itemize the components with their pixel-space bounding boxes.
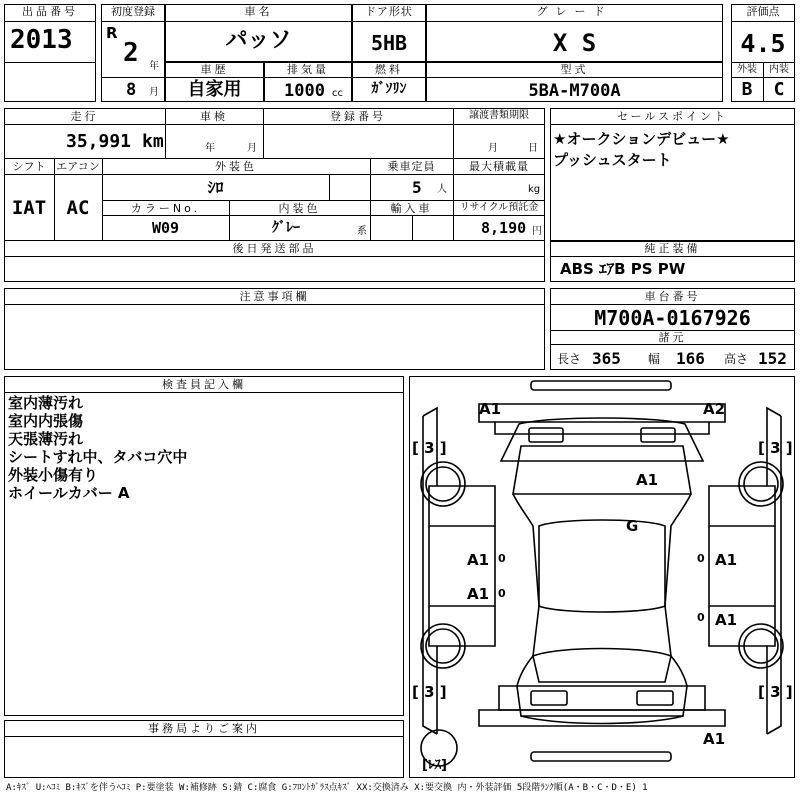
inspector-line-2: 室内内張傷	[8, 412, 84, 430]
mark-right-rear-door: A1	[715, 611, 738, 629]
displacement-label: 排気量	[287, 63, 329, 76]
month-unit: 月	[149, 87, 159, 98]
length-label: 長さ	[557, 352, 582, 366]
fuel-label: 燃料	[375, 63, 403, 76]
spare-tire: [ﾚｽ]	[422, 758, 447, 773]
inspector-line-6: ホイールカバー A	[8, 484, 130, 502]
door-value: 5HB	[370, 31, 408, 55]
interior-score: C	[773, 79, 785, 100]
notes-label: 注意事項欄	[239, 290, 310, 303]
first-reg-label: 初度登録	[111, 5, 155, 18]
sales-points-label: セールスポイント	[616, 110, 728, 123]
ac-value: AC	[66, 197, 90, 219]
chassis-label: 車台番号	[644, 290, 701, 303]
shift-value: IAT	[11, 197, 47, 219]
height-value: 152	[758, 349, 787, 368]
mark-left-rear-door: A1	[467, 585, 490, 603]
mileage-label: 走行	[70, 110, 99, 123]
capacity-value: 5	[412, 178, 422, 197]
car-name-label: 車名	[244, 5, 273, 18]
office-label: 事務局よりご案内	[148, 722, 260, 735]
score-label: 評価点	[746, 5, 780, 18]
mark-front-left: A1	[479, 400, 502, 418]
width-value: 166	[676, 349, 705, 368]
shift-label: シフト	[12, 160, 46, 173]
inspection-month: 月	[247, 143, 257, 154]
sales-point-2: プッシュスタート	[553, 151, 672, 169]
dims-label: 諸元	[658, 331, 687, 344]
import-label: 輸入車	[390, 202, 433, 215]
transfer-day: 日	[528, 143, 538, 154]
door-handle-zero-4: 0	[697, 611, 705, 624]
recycle-unit: 円	[532, 226, 542, 237]
mark-left-front-door: A1	[467, 551, 490, 569]
grade-label: グレード	[536, 5, 613, 18]
mark-rear-bumper: A1	[703, 730, 726, 748]
color-no-label: カラーNo.	[130, 202, 201, 215]
displacement-unit: cc	[332, 88, 343, 99]
inspector-line-1: 室内薄汚れ	[8, 394, 84, 412]
color-no-value: W09	[151, 219, 180, 237]
displacement-value: 1000	[284, 81, 325, 101]
inspector-line-4: シートすれ中、タバコ穴中	[8, 448, 188, 466]
sales-point-1: ★オークションデビュー★	[553, 130, 730, 148]
chassis-value: M700A-0167926	[594, 306, 751, 330]
tire-front-left: [ 3 ]	[412, 439, 447, 457]
door-handle-zero-1: 0	[498, 552, 506, 565]
car-diagram	[409, 376, 795, 778]
inspector-line-5: 外装小傷有り	[8, 466, 99, 484]
mark-hood: A1	[636, 471, 659, 489]
car-name-value: パッソ	[225, 28, 292, 53]
capacity-unit: 人	[437, 184, 447, 195]
model-label: 型式	[560, 63, 589, 76]
recycle-label: リサイクル預託金	[459, 202, 539, 213]
model-value: 5BA-M700A	[528, 81, 621, 101]
tire-rear-right: [ 3 ]	[758, 683, 793, 701]
inspector-label: 検査員記入欄	[162, 378, 246, 391]
reg-year: 2	[123, 38, 139, 68]
mileage-value: 35,991	[66, 131, 132, 152]
capacity-label: 乗車定員	[387, 160, 436, 173]
int-color-label: 内装色	[278, 202, 321, 215]
fuel-value: ｶﾞｿﾘﾝ	[371, 81, 407, 97]
lot-label: 出品番号	[22, 5, 78, 18]
length-value: 365	[592, 349, 621, 368]
transfer-label: 譲渡書類期限	[469, 110, 529, 121]
mark-right-front-door: A1	[715, 551, 738, 569]
lot-value: 2013	[10, 25, 73, 55]
max-load-unit: kg	[528, 184, 541, 195]
recycle-value: 8,190	[481, 219, 527, 237]
ac-label: エアコン	[56, 160, 100, 173]
year-unit: 年	[149, 61, 159, 72]
inspection-label: 車検	[200, 110, 228, 123]
genuine-label: 純正装備	[644, 242, 701, 255]
mileage-unit: km	[142, 131, 164, 152]
transfer-month: 月	[488, 143, 498, 154]
sales-points-box	[550, 108, 795, 241]
score-value: 4.5	[740, 29, 786, 58]
mark-roof: G	[626, 517, 639, 535]
tire-front-right: [ 3 ]	[758, 439, 793, 457]
int-color-value: ｸﾞﾚｰ	[272, 220, 300, 236]
reg-month: 8	[126, 80, 137, 100]
legend-text: A:ｷｽﾞ U:ﾍｺﾐ B:ｷｽﾞを伴うﾍｺﾐ P:要塗装 W:補修跡 S:錆 C:腐食 G:ﾌﾛﾝﾄｶﾞﾗｽ点ｷｽﾞ XX:交換済み X:要交換 内・外装評価 5段階ﾗﾝｸ順(A・B・C・D・E) 1	[6, 783, 648, 793]
height-label: 高さ	[724, 352, 749, 366]
door-label: ドア形状	[365, 5, 413, 18]
mark-front-right: A2	[703, 400, 726, 418]
ext-color-label: 外装色	[215, 160, 257, 173]
exterior-label: 外装	[737, 64, 757, 75]
inspector-line-3: 天張薄汚れ	[8, 430, 84, 448]
history-value: 自家用	[187, 79, 242, 100]
tire-rear-left: [ 3 ]	[412, 683, 447, 701]
inspection-year: 年	[205, 143, 215, 154]
history-label: 車歴	[200, 63, 229, 76]
grade-value: X S	[552, 29, 597, 57]
reg-no-label: 登録番号	[330, 110, 386, 123]
era-label: R	[106, 24, 118, 42]
exterior-score: B	[741, 79, 753, 100]
later-parts-label: 後日発送部品	[232, 242, 317, 255]
door-handle-zero-3: 0	[697, 552, 705, 565]
int-color-suffix: 系	[357, 226, 367, 237]
width-label: 幅	[648, 352, 661, 366]
door-handle-zero-2: 0	[498, 587, 506, 600]
max-load-label: 最大積載量	[469, 160, 529, 173]
interior-label: 内装	[769, 64, 789, 75]
genuine-value: ABS ｴｱB PS PW	[560, 260, 686, 278]
ext-color-value: ｼﾛ	[207, 178, 224, 197]
